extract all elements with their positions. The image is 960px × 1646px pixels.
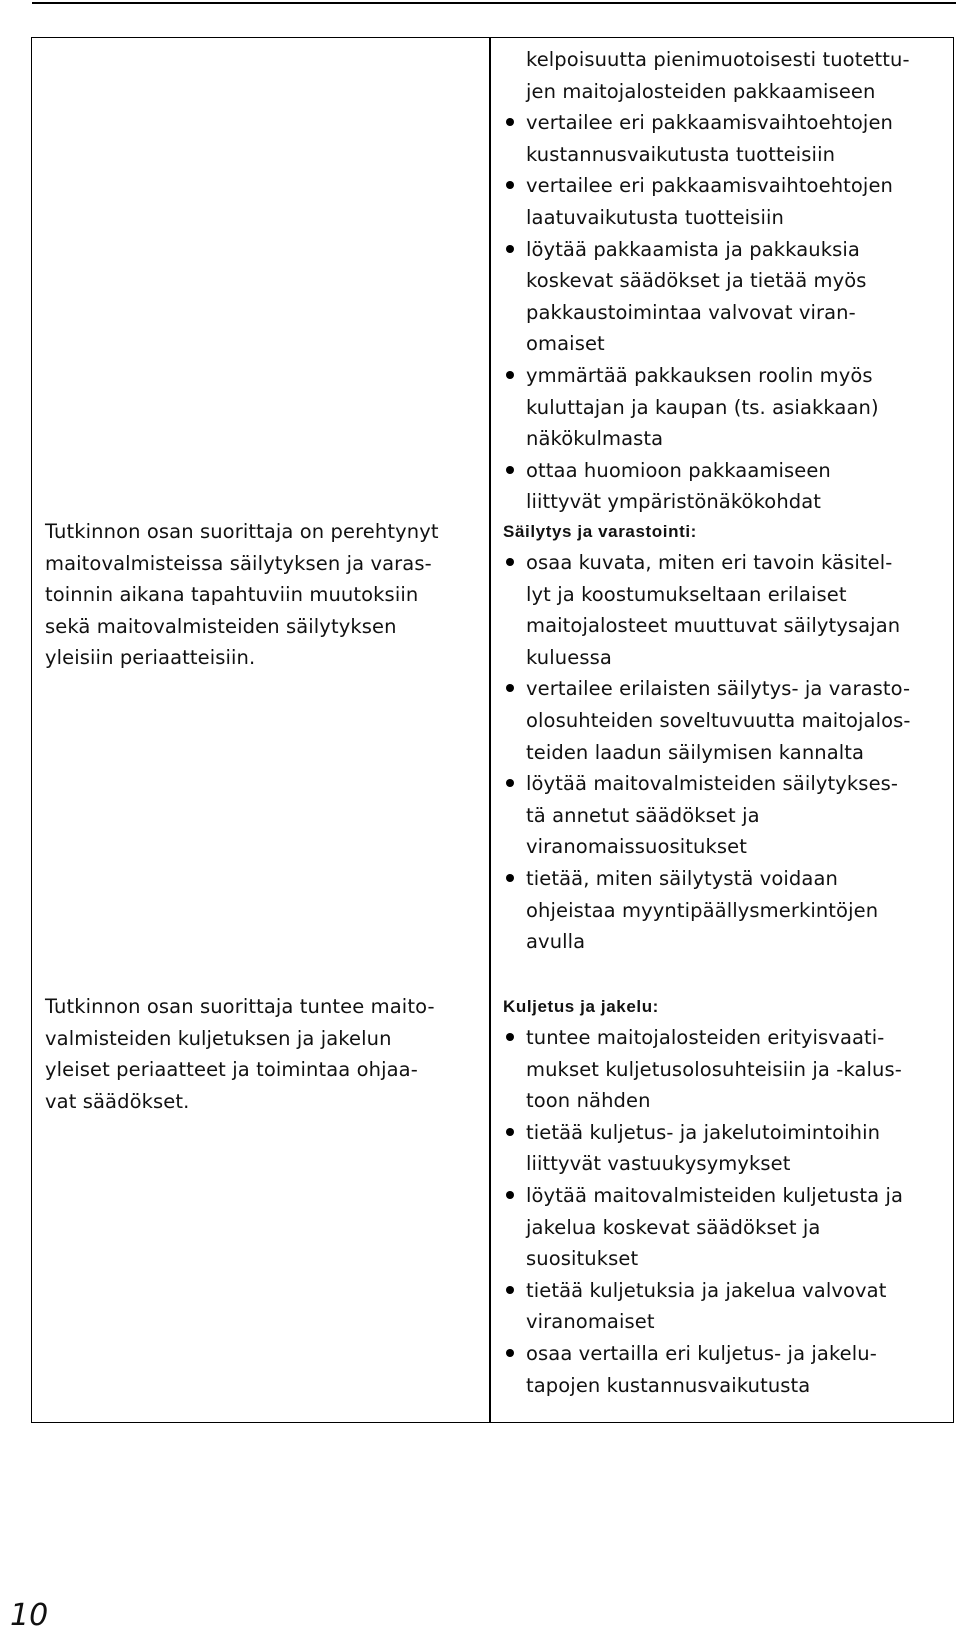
page-number: 10 xyxy=(10,1598,49,1633)
storage-section xyxy=(503,516,948,958)
transport-criterion-text: Tutkinnon osan suorittaja tuntee maito- valmisteiden kuljetuksen ja jakelun yleiset periaatteet ja toimintaa ohjaa- vat säädökset. xyxy=(45,995,435,1113)
bullet-icon xyxy=(506,558,514,566)
bullet-icon xyxy=(506,181,514,189)
transport-heading: Kuljetus ja jakelu: xyxy=(503,997,659,1016)
packaging-list xyxy=(503,107,948,518)
transport-section xyxy=(503,991,948,1401)
bullet-icon xyxy=(506,371,514,379)
list-item: löytää maitovalmisteiden säilytykses- tä annetut säädökset ja viranomaissuositukset xyxy=(503,768,948,863)
transport-list xyxy=(503,1022,948,1401)
list-item: ottaa huomioon pakkaamiseen liittyvät ympäristönäkökohdat xyxy=(503,455,948,518)
list-item: löytää maitovalmisteiden kuljetusta ja jakelua koskevat säädökset ja suositukset xyxy=(503,1180,948,1275)
bullet-icon xyxy=(506,874,514,882)
continued-text: kelpoisuutta pienimuotoisesti tuotettu- jen maitojalosteiden pakkaamiseen xyxy=(526,48,910,103)
transport-criterion xyxy=(45,991,475,1117)
bullet-icon xyxy=(506,245,514,253)
storage-criterion-text: Tutkinnon osan suorittaja on perehtynyt maitovalmisteissa säilytyksen ja varas- toinnin aikana tapahtuviin muutoksiin sekä maitovalmisteiden säilytyksen yleisiin periaatteisiin. xyxy=(45,520,439,670)
bullet-icon xyxy=(506,118,514,126)
list-item: tietää kuljetus- ja jakelutoimintoihin liittyvät vastuukysymykset xyxy=(503,1117,948,1180)
bullet-icon xyxy=(506,466,514,474)
bullet-icon xyxy=(506,1286,514,1294)
list-item: vertailee eri pakkaamisvaihtoehtojen laatuvaikutusta tuotteisiin xyxy=(503,170,948,233)
list-item: vertailee erilaisten säilytys- ja varasto- olosuhteiden soveltuvuutta maitojalos- teiden laadun säilymisen kannalta xyxy=(503,673,948,768)
storage-list xyxy=(503,547,948,958)
list-item: ymmärtää pakkauksen roolin myös kuluttajan ja kaupan (ts. asiakkaan) näkökulmasta xyxy=(503,360,948,455)
criteria-table xyxy=(31,37,954,1423)
list-item: tietää, miten säilytystä voidaan ohjeistaa myyntipäällysmerkintöjen avulla xyxy=(503,863,948,958)
storage-criterion xyxy=(45,516,475,674)
list-item: löytää pakkaamista ja pakkauksia koskevat säädökset ja tietää myös pakkaustoimintaa valvovat viran- omaiset xyxy=(503,234,948,360)
bullet-icon xyxy=(506,1033,514,1041)
list-item: tietää kuljetuksia ja jakelua valvovat viranomaiset xyxy=(503,1275,948,1338)
bullet-icon xyxy=(506,684,514,692)
packaging-section xyxy=(503,44,948,518)
list-item: vertailee eri pakkaamisvaihtoehtojen kustannusvaikutusta tuotteisiin xyxy=(503,107,948,170)
top-rule xyxy=(32,2,956,4)
storage-heading: Säilytys ja varastointi: xyxy=(503,522,697,541)
bullet-icon xyxy=(506,779,514,787)
bullet-icon xyxy=(506,1128,514,1136)
list-item: tuntee maitojalosteiden erityisvaati- mukset kuljetusolosuhteisiin ja -kalus- toon nähden xyxy=(503,1022,948,1117)
bullet-icon xyxy=(506,1191,514,1199)
column-divider xyxy=(489,38,491,1422)
list-item: osaa kuvata, miten eri tavoin käsitel- lyt ja koostumukseltaan erilaiset maitojalosteet muuttuvat säilytysajan kuluessa xyxy=(503,547,948,673)
bullet-icon xyxy=(506,1349,514,1357)
list-item: osaa vertailla eri kuljetus- ja jakelu- tapojen kustannusvaikutusta xyxy=(503,1338,948,1401)
